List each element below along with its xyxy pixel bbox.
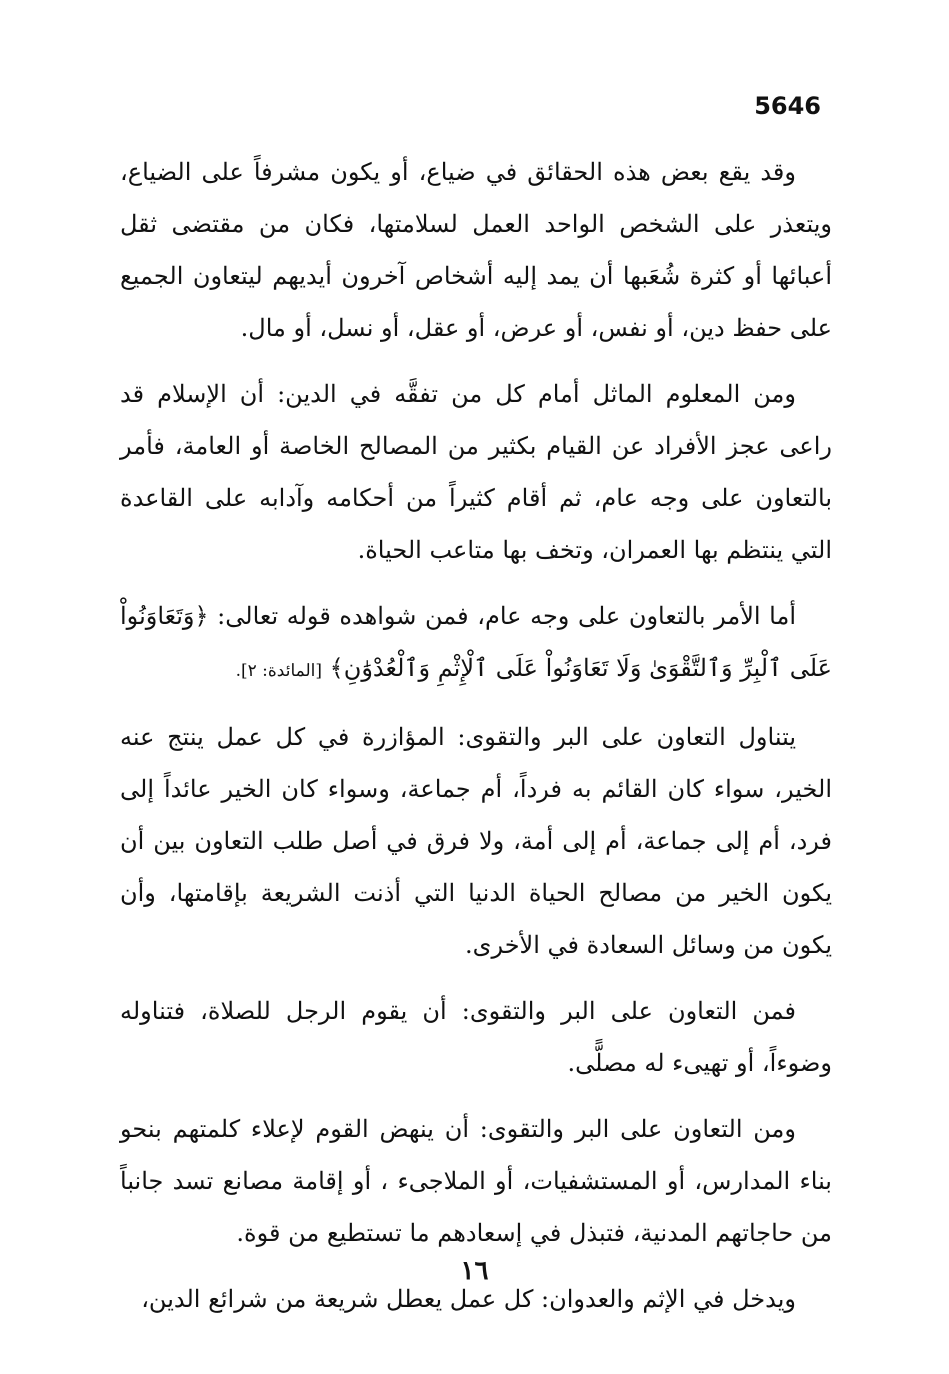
quran-verse: ﴿وَتَعَاوَنُواْ عَلَى ٱلْبِرِّ وَٱلتَّقْوَىٰ وَلَا تَعَاوَنُواْ عَلَى ٱلْإِثْمِ وَٱلْعُدْوَٰنِ﴾ — [120, 602, 832, 682]
paragraph: ويدخل في الإثم والعدوان: كل عمل يعطل شريعة من شرائع الدين، — [141, 1285, 796, 1313]
verse-intro: أما الأمر بالتعاون على وجه عام، فمن شواهده قوله تعالى: — [217, 602, 796, 630]
paragraph: ومن المعلوم الماثل أمام كل من تفقَّه في الدين: أن الإسلام قد راعى عجز الأفراد عن القيام بكثير من المصالح الخاصة أو العامة، فأمر بالتعاون على وجه عام، ثم أقام كثيراً من أحكامه وآدابه على القاعدة التي ينتظم بها العمران، وتخف بها متاعب الحياة. — [120, 380, 832, 564]
page-number: 5646 — [754, 92, 821, 120]
paragraph: يتناول التعاون على البر والتقوى: المؤازرة في كل عمل ينتج عنه الخير، سواء كان القائم به فرداً، أم جماعة، وسواء كان الخير عائداً إلى فرد، أم إلى جماعة، أم إلى أمة، ولا فرق في أصل طلب التعاون بين أن يكون الخير من مصالح الحياة الدنيا التي أذنت الشريعة بإقامتها، وأن يكون من وسائل السعادة في الأخرى. — [120, 723, 832, 959]
verse-paragraph — [120, 590, 832, 697]
paragraph: ومن التعاون على البر والتقوى: أن ينهض القوم لإعلاء كلمتهم بنحو بناء المدارس، أو المستشفيات، أو الملاجىء ، أو إقامة مصانع تسد جانباً من حاجاتهم المدنية، فتبذل في إسعادهم ما تستطيع من قوة. — [120, 1115, 832, 1247]
page-body — [120, 146, 832, 1339]
footer-page-number: ١٦ — [460, 1256, 489, 1286]
verse-citation: [المائدة: ٢]. — [235, 661, 323, 681]
paragraph: وقد يقع بعض هذه الحقائق في ضياع، أو يكون مشرفاً على الضياع، ويتعذر على الشخص الواحد العمل لسلامتها، فكان من مقتضى ثقل أعبائها أو كثرة شُعَبها أن يمد إليه أشخاص آخرون أيديهم ليتعاون الجميع على حفظ دين، أو نفس، أو عرض، أو عقل، أو نسل، أو مال. — [120, 158, 832, 342]
paragraph: فمن التعاون على البر والتقوى: أن يقوم الرجل للصلاة، فتناوله وضوءاً، أو تهيىء له مصلًّى. — [120, 997, 832, 1077]
